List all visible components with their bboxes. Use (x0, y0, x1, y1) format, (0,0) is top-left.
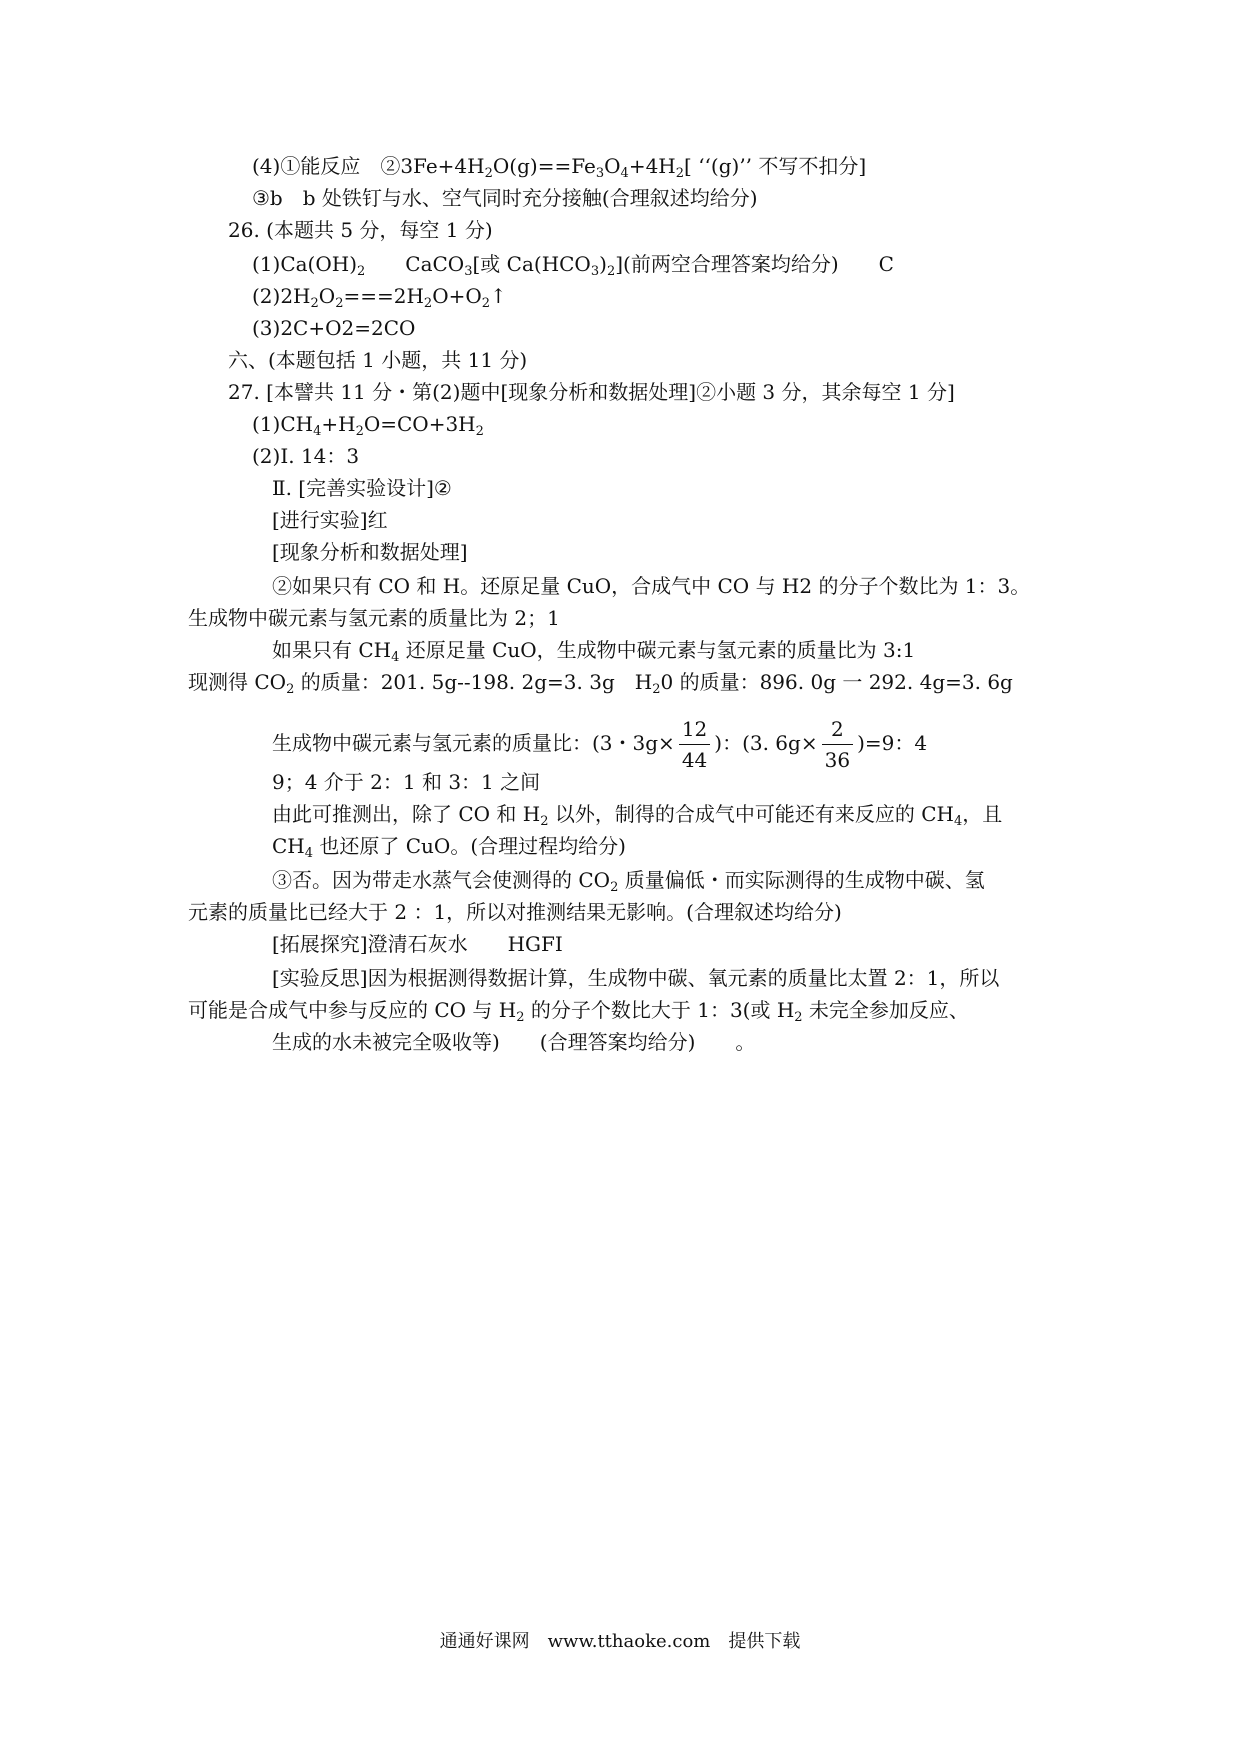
subscript: 4 (620, 166, 629, 181)
text-line (272, 636, 915, 664)
subscript: 2 (606, 264, 616, 279)
subscript: 4 (304, 846, 314, 861)
text-segment: [ ‘‘(g)’’ 不写不扣分] (684, 154, 867, 178)
text-line (252, 314, 415, 342)
text-line (272, 930, 563, 958)
text-line (252, 410, 484, 438)
text-line (188, 996, 969, 1024)
text-segment: ②如果只有 CO 和 H。还原足量 CuO，合成气中 CO 与 H2 的分子个数比为 1：3。 (272, 574, 1031, 598)
subscript: 4 (953, 814, 963, 829)
text-line (272, 768, 540, 796)
text-segment: O (604, 154, 621, 178)
subscript: 2 (484, 166, 493, 181)
subscript: 2 (652, 682, 661, 697)
text-segment: 生成的水未被完全吸收等) (合理答案均给分) 。 (272, 1030, 756, 1054)
text-line (228, 346, 527, 374)
text-segment: 由此可推测出，除了 CO 和 H (272, 802, 541, 826)
subscript: 2 (475, 424, 484, 439)
text-segment: (1)Ca(OH) (252, 252, 357, 276)
fraction-2-36 (822, 714, 853, 775)
subscript: 2 (540, 814, 549, 829)
text-line (252, 152, 866, 180)
text-line (252, 282, 507, 310)
text-segment: CH (272, 834, 305, 858)
text-segment: +4H (628, 154, 676, 178)
text-segment: ](前两空合理答案均给分) C (615, 252, 894, 276)
text-line (228, 378, 955, 406)
subscript: 3 (590, 264, 600, 279)
text-segment: ===2H (343, 284, 424, 308)
text-line (188, 604, 560, 632)
text-line (188, 898, 842, 926)
text-segment: ③否。因为带走水蒸气会使测得的 CO (272, 868, 611, 892)
subscript: 2 (481, 296, 491, 311)
text-line (272, 474, 452, 502)
text-line (272, 964, 999, 992)
fraction-denominator: 44 (681, 748, 708, 772)
text-segment: (1)CH (252, 412, 314, 436)
text-segment: 以外，制得的合成气中可能还有来反应的 CH (548, 802, 954, 826)
text-line (272, 506, 388, 534)
text-segment: 27. [本譬共 11 分・第(2)题中[现象分析和数据处理]②小题 3 分，其余每空 1 分] (228, 380, 955, 404)
subscript: 2 (675, 166, 685, 181)
fraction-denominator: 36 (824, 748, 851, 772)
subscript: 2 (516, 1010, 525, 1025)
page-footer: 通通好课网 www.tthaoke.com 提供下载 (439, 1631, 801, 1652)
text-segment: 现测得 CO (188, 670, 287, 694)
text-line (252, 250, 894, 278)
text-segment: Ⅱ. [完善实验设计]② (272, 476, 452, 500)
text-segment: 未完全参加反应、 (802, 998, 969, 1022)
text-segment: ，且 (962, 802, 1003, 826)
subscript: 3 (595, 166, 605, 181)
subscript: 2 (335, 296, 344, 311)
text-segment: [现象分析和数据处理] (272, 540, 468, 564)
text-line (228, 216, 493, 244)
formula-middle: )：(3. 6g× (714, 731, 818, 755)
text-line (272, 538, 468, 566)
text-segment: O=CO+3H (363, 412, 476, 436)
text-segment: 质量偏低・而实际测得的生成物中碳、氢 (618, 868, 985, 892)
text-segment: O(g)==Fe (492, 154, 596, 178)
text-segment: (3)2C+O2=2CO (252, 316, 416, 340)
text-segment: ↑ (490, 284, 507, 308)
formula-prefix: 生成物中碳元素与氢元素的质量比：(3・3g× (272, 731, 675, 755)
subscript: 4 (313, 424, 322, 439)
text-segment: 生成物中碳元素与氢元素的质量比为 2；1 (188, 606, 560, 630)
text-line (252, 442, 359, 470)
text-segment: 也还原了 CuO。(合理过程均给分) (313, 834, 626, 858)
subscript: 4 (391, 650, 400, 665)
text-segment: 26. (本题共 5 分，每空 1 分) (228, 218, 493, 242)
subscript: 2 (310, 296, 319, 311)
formula-suffix: )=9：4 (857, 731, 928, 755)
mass-ratio-formula (272, 714, 927, 775)
fraction-12-44 (679, 714, 710, 775)
text-segment: ) (599, 252, 607, 276)
text-segment: [实验反思]因为根据测得数据计算，生成物中碳、氧元素的质量比太置 2：1，所以 (272, 966, 1000, 990)
text-segment: 元素的质量比已经大于 2 ：1，所以对推测结果无影响。(合理叙述均给分) (188, 900, 842, 924)
text-segment: +H (321, 412, 356, 436)
text-line (272, 572, 1030, 600)
text-segment: O+O (432, 284, 482, 308)
text-segment: 0 的质量：896. 0g 一 292. 4g=3. 6g (660, 670, 1013, 694)
subscript: 3 (464, 264, 473, 279)
subscript: 2 (286, 682, 295, 697)
text-line (272, 832, 626, 860)
text-segment: [进行实验]红 (272, 508, 388, 532)
text-line (188, 668, 1013, 696)
text-segment: O (318, 284, 336, 308)
text-segment: 的分子个数比大于 1：3(或 H (524, 998, 795, 1022)
subscript: 2 (423, 296, 433, 311)
subscript: 2 (355, 424, 364, 439)
text-line (272, 866, 985, 894)
text-segment: (2)2H (252, 284, 311, 308)
text-segment: 可能是合成气中参与反应的 CO 与 H (188, 998, 517, 1022)
text-segment: (2)I. 14：3 (252, 444, 360, 468)
fraction-numerator: 12 (679, 714, 710, 745)
text-segment: [拓展探究]澄清石灰水 HGFI (272, 932, 563, 956)
fraction-numerator: 2 (822, 714, 853, 745)
text-line (252, 184, 758, 212)
subscript: 2 (794, 1010, 803, 1025)
text-segment: CaCO (365, 252, 465, 276)
text-segment: (4)①能反应 ②3Fe+4H (252, 154, 485, 178)
text-segment: 如果只有 CH (272, 638, 392, 662)
subscript: 2 (610, 880, 619, 895)
text-line (272, 800, 1002, 828)
text-segment: 9；4 介于 2：1 和 3：1 之间 (272, 770, 541, 794)
text-segment: ③b b 处铁钉与水、空气同时充分接触(合理叙述均给分) (252, 186, 758, 210)
text-segment: 六、(本题包括 1 小题，共 11 分) (228, 348, 528, 372)
subscript: 2 (357, 264, 366, 279)
text-segment: 还原足量 CuO，生成物中碳元素与氢元素的质量比为 3:1 (399, 638, 916, 662)
text-segment: 的质量：201. 5g--198. 2g=3. 3g H (294, 670, 653, 694)
text-segment: [或 Ca(HCO (472, 252, 591, 276)
text-line (272, 1028, 755, 1056)
